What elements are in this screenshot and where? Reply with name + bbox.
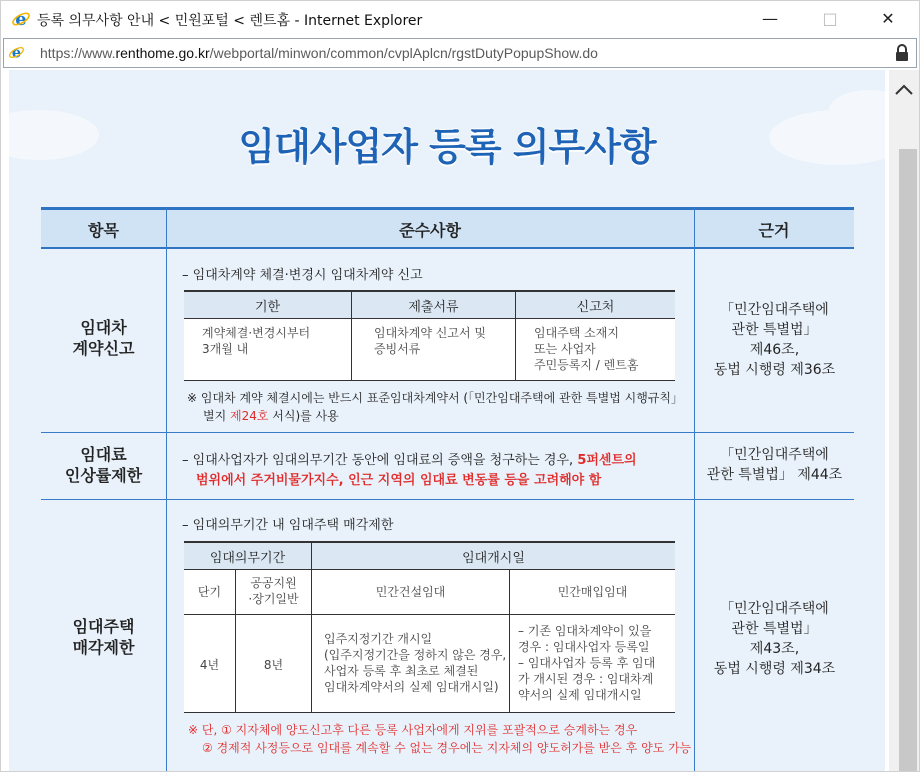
subtable-divider <box>184 569 675 570</box>
duty-table <box>41 207 854 772</box>
note-form-number: 제24호 <box>230 409 269 423</box>
lease-report-note-2 <box>203 407 339 424</box>
url-domain: renthome.go.kr <box>115 45 210 61</box>
subheader-private-purchase: 민간매입임대 <box>557 585 628 599</box>
sale-restriction-subtable <box>184 541 675 713</box>
lease-report-note: ※ 임대차 계약 체결시에는 반드시 표준임대차계약서 (「민간임대주택에 관한 특별법 시행규칙」 <box>187 391 683 405</box>
note-text: 서식)를 사용 <box>268 409 339 423</box>
chevron-up-icon[interactable] <box>894 84 914 96</box>
cell-office: 임대주택 소재지 또는 사업자 주민등록지 / 렌트홈 <box>534 326 639 372</box>
url-text[interactable] <box>40 45 598 61</box>
rent-cap-text <box>182 449 637 468</box>
url-scheme: https://www. <box>40 45 116 61</box>
url-path: /webportal/minwon/common/cvplAplcn/rgstDutyPopupShow.do <box>209 45 598 61</box>
subheader-private-construction: 민간건설임대 <box>375 585 446 599</box>
subheader-documents: 제출서류 <box>408 300 459 315</box>
subtable-divider <box>184 614 675 615</box>
row-divider <box>41 499 854 500</box>
cell-construction-start: 입주지정기간 개시일 (입주지정기간을 정하지 않은 경우, 사업자 등록 후 최초로 체결된 임대차계약서의 실제 임대개시일) <box>324 632 507 694</box>
sale-restriction-basis: 「민간임대주택에 관한 특별법」 제43조, 동법 시행령 제34조 <box>713 601 836 677</box>
subheader-deadline: 기한 <box>254 300 281 315</box>
popup-content <box>9 70 885 772</box>
cell-long-term-years: 8년 <box>263 658 284 672</box>
title-bar <box>1 1 919 37</box>
maximize-button[interactable]: □ <box>822 8 838 28</box>
table-header <box>41 207 854 249</box>
subtable-divider <box>311 543 312 713</box>
subheader-office: 신고처 <box>576 300 615 315</box>
rent-cap-text-plain: – 임대사업자가 임대의무기간 동안에 임대료의 증액을 청구하는 경우, <box>182 453 578 468</box>
lock-icon[interactable] <box>894 44 910 62</box>
page-title: 임대사업자 등록 의무사항 <box>238 125 656 169</box>
close-button[interactable]: ✕ <box>881 8 895 28</box>
lease-report-basis: 「민간임대주택에 관한 특별법」 제46조, 동법 시행령 제36조 <box>713 302 836 378</box>
note-text: 별지 <box>203 409 230 423</box>
scrollbar-thumb[interactable] <box>899 149 917 772</box>
row-title-sale-restriction: 임대주택 매각제한 <box>72 617 135 657</box>
rent-cap-basis: 「민간임대주택에 관한 특별법」 제44조 <box>706 447 843 483</box>
sale-restriction-note-2: ② 경제적 사정등으로 임대를 계속할 수 없는 경우에는 지자체의 양도허가를 받은 후 양도 가능 <box>202 741 692 755</box>
svg-text:e: e <box>11 44 22 61</box>
lease-report-subtable <box>184 290 675 381</box>
address-bar[interactable] <box>3 38 917 68</box>
rent-cap-text-red: 5퍼센트의 <box>577 453 637 468</box>
ie-icon <box>11 9 31 29</box>
column-divider <box>166 207 167 772</box>
sale-restriction-lead: – 임대의무기간 내 임대주택 매각제한 <box>182 518 394 533</box>
svg-text:e: e <box>15 9 27 29</box>
header-compliance: 준수사항 <box>399 221 461 240</box>
ie-page-icon <box>8 44 25 61</box>
subtable-divider <box>184 318 675 319</box>
subheader-lease-start: 임대개시일 <box>462 551 525 566</box>
window-title: 등록 의무사항 안내 < 민원포털 < 렌트홈 - Internet Explorer <box>37 13 423 29</box>
subtable-divider <box>351 292 352 381</box>
column-divider <box>694 207 695 772</box>
row-divider <box>41 432 854 433</box>
minimize-button[interactable]: — <box>762 8 778 28</box>
subheader-obligation-period: 임대의무기간 <box>209 551 286 566</box>
lease-report-lead: – 임대차계약 체결·변경시 임대차계약 신고 <box>182 268 423 283</box>
row-title-text: 임대차 계약신고 <box>72 318 135 358</box>
header-basis: 근거 <box>758 221 790 240</box>
vertical-scrollbar[interactable] <box>889 70 919 772</box>
cell-purchase-start: – 기존 임대차계약이 있을 경우 : 임대사업자 등록일 – 임대사업자 등록 후 임대 가 개시된 경우 : 임대차계 약서의 실제 임대개시일 <box>518 624 656 702</box>
subheader-long-term: 공공지원 ·장기일반 <box>248 576 299 606</box>
subheader-short-term: 단기 <box>197 585 222 599</box>
cell-deadline: 계약체결·변경시부터 3개월 내 <box>202 326 311 356</box>
cell-short-term-years: 4년 <box>199 658 220 672</box>
header-item: 항목 <box>88 221 119 240</box>
cell-documents: 임대차계약 신고서 및 증빙서류 <box>374 326 486 356</box>
sale-restriction-note: ※ 단, ① 지자체에 양도신고후 다른 등록 사업자에게 지위를 포괄적으로 승계하는 경우 <box>188 723 638 737</box>
row-title-rent-cap: 임대료 인상률제한 <box>64 445 143 485</box>
rent-cap-text-red-2: 범위에서 주거비물가지수, 인근 지역의 임대료 변동률 등을 고려해야 함 <box>196 473 602 488</box>
row-title-lease-report <box>41 317 166 359</box>
subtable-divider <box>515 292 516 381</box>
